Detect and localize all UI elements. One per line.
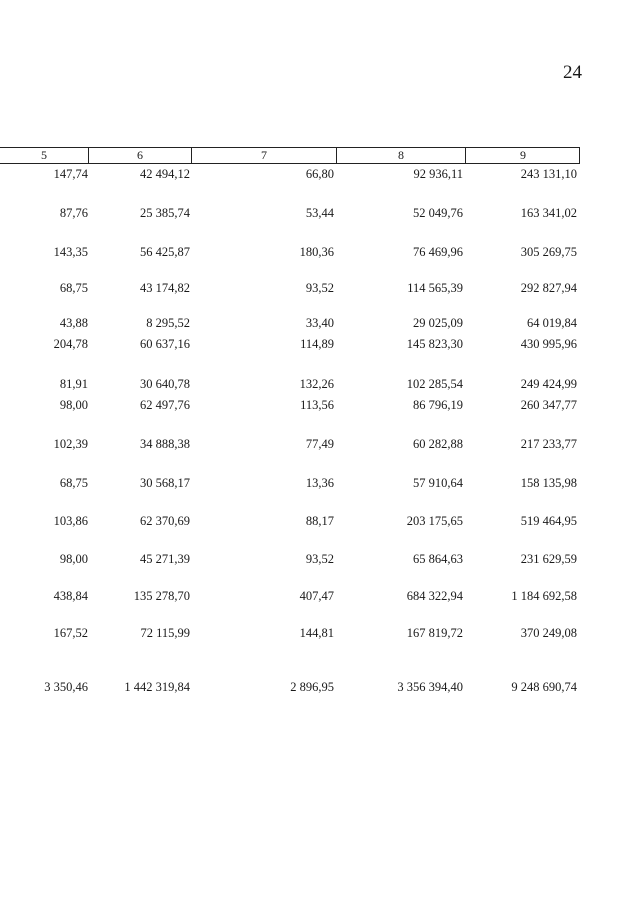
table-cell: 370 249,08	[520, 626, 577, 640]
table-cell: 9 248 690,74	[511, 680, 577, 694]
table-cell: 98,00	[59, 398, 88, 412]
table-cell: 42 494,12	[140, 167, 190, 181]
table-cell: 29 025,09	[413, 316, 463, 330]
table-cell: 60 282,88	[413, 437, 463, 451]
table-cell: 167,52	[53, 626, 88, 640]
table-cell: 684 322,94	[406, 589, 463, 603]
table-cell: 407,47	[299, 589, 334, 603]
table-row	[0, 336, 580, 352]
table-cell: 25 385,74	[140, 206, 190, 220]
table-cell: 438,84	[53, 589, 88, 603]
table-cell: 243 131,10	[520, 167, 577, 181]
table-cell: 62 370,69	[140, 514, 190, 528]
table-cell: 13,36	[305, 476, 334, 490]
table-cell: 68,75	[59, 281, 88, 295]
table-cell: 68,75	[59, 476, 88, 490]
table-cell: 76 469,96	[413, 245, 463, 259]
table-cell: 98,00	[59, 552, 88, 566]
table-cell: 2 896,95	[290, 680, 334, 694]
table-cell: 132,26	[299, 377, 334, 391]
table-cell: 292 827,94	[520, 281, 577, 295]
table-cell: 30 640,78	[140, 377, 190, 391]
table-cell: 56 425,87	[140, 245, 190, 259]
column-header-9: 9	[465, 148, 580, 163]
table-row	[0, 244, 580, 260]
table-cell: 33,40	[305, 316, 334, 330]
column-header-8: 8	[336, 148, 465, 163]
table-cell: 93,52	[305, 281, 334, 295]
table-cell: 113,56	[300, 398, 334, 412]
table-row	[0, 436, 580, 452]
table-cell: 45 271,39	[140, 552, 190, 566]
table-cell: 86 796,19	[413, 398, 463, 412]
column-header-6: 6	[88, 148, 191, 163]
table-cell: 1 184 692,58	[511, 589, 577, 603]
table-cell: 103,86	[53, 514, 88, 528]
table-cell: 143,35	[53, 245, 88, 259]
table-row	[0, 315, 580, 331]
table-cell: 57 910,64	[413, 476, 463, 490]
table-cell: 1 442 319,84	[124, 680, 190, 694]
column-header-5: 5	[41, 148, 47, 162]
table-cell: 65 864,63	[413, 552, 463, 566]
column-header-7: 7	[191, 148, 336, 163]
table-cell: 114 565,39	[407, 281, 463, 295]
table-cell: 249 424,99	[520, 377, 577, 391]
table-cell: 88,17	[305, 514, 334, 528]
table-cell: 60 637,16	[140, 337, 190, 351]
table-cell: 3 350,46	[44, 680, 88, 694]
table-cell: 77,49	[305, 437, 334, 451]
table-cell: 93,52	[305, 552, 334, 566]
table-row	[0, 280, 580, 296]
table-row	[0, 205, 580, 221]
table-row	[0, 588, 580, 604]
table-cell: 167 819,72	[406, 626, 463, 640]
table-row	[0, 625, 580, 641]
table-cell: 62 497,76	[140, 398, 190, 412]
table-cell: 305 269,75	[520, 245, 577, 259]
table-cell: 52 049,76	[413, 206, 463, 220]
table-cell: 135 278,70	[133, 589, 190, 603]
table-cell: 158 135,98	[520, 476, 577, 490]
table-cell: 66,80	[305, 167, 334, 181]
table-cell: 114,89	[300, 337, 334, 351]
table-row	[0, 397, 580, 413]
table-row	[0, 513, 580, 529]
table-row-total	[0, 679, 580, 695]
table-cell: 180,36	[299, 245, 334, 259]
table-cell: 72 115,99	[140, 626, 190, 640]
table-row	[0, 551, 580, 567]
table-cell: 64 019,84	[527, 316, 577, 330]
table-cell: 92 936,11	[413, 167, 463, 181]
table-cell: 163 341,02	[520, 206, 577, 220]
table-cell: 102,39	[53, 437, 88, 451]
table-row	[0, 376, 580, 392]
table-cell: 147,74	[53, 167, 88, 181]
table-cell: 43,88	[59, 316, 88, 330]
page-number: 24	[563, 62, 582, 83]
table-cell: 145 823,30	[406, 337, 463, 351]
table-cell: 217 233,77	[520, 437, 577, 451]
table-cell: 34 888,38	[140, 437, 190, 451]
table-cell: 260 347,77	[520, 398, 577, 412]
table-cell: 81,91	[59, 377, 88, 391]
table-cell: 231 629,59	[520, 552, 577, 566]
table-cell: 519 464,95	[520, 514, 577, 528]
table-cell: 144,81	[299, 626, 334, 640]
table-cell: 203 175,65	[406, 514, 463, 528]
table-row	[0, 166, 580, 182]
table-cell: 204,78	[53, 337, 88, 351]
table-row	[0, 475, 580, 491]
table-cell: 430 995,96	[520, 337, 577, 351]
table-cell: 102 285,54	[406, 377, 463, 391]
table-cell: 30 568,17	[140, 476, 190, 490]
table-cell: 87,76	[59, 206, 88, 220]
table-cell: 53,44	[305, 206, 334, 220]
table-cell: 43 174,82	[140, 281, 190, 295]
table-cell: 8 295,52	[146, 316, 190, 330]
table-cell: 3 356 394,40	[397, 680, 463, 694]
